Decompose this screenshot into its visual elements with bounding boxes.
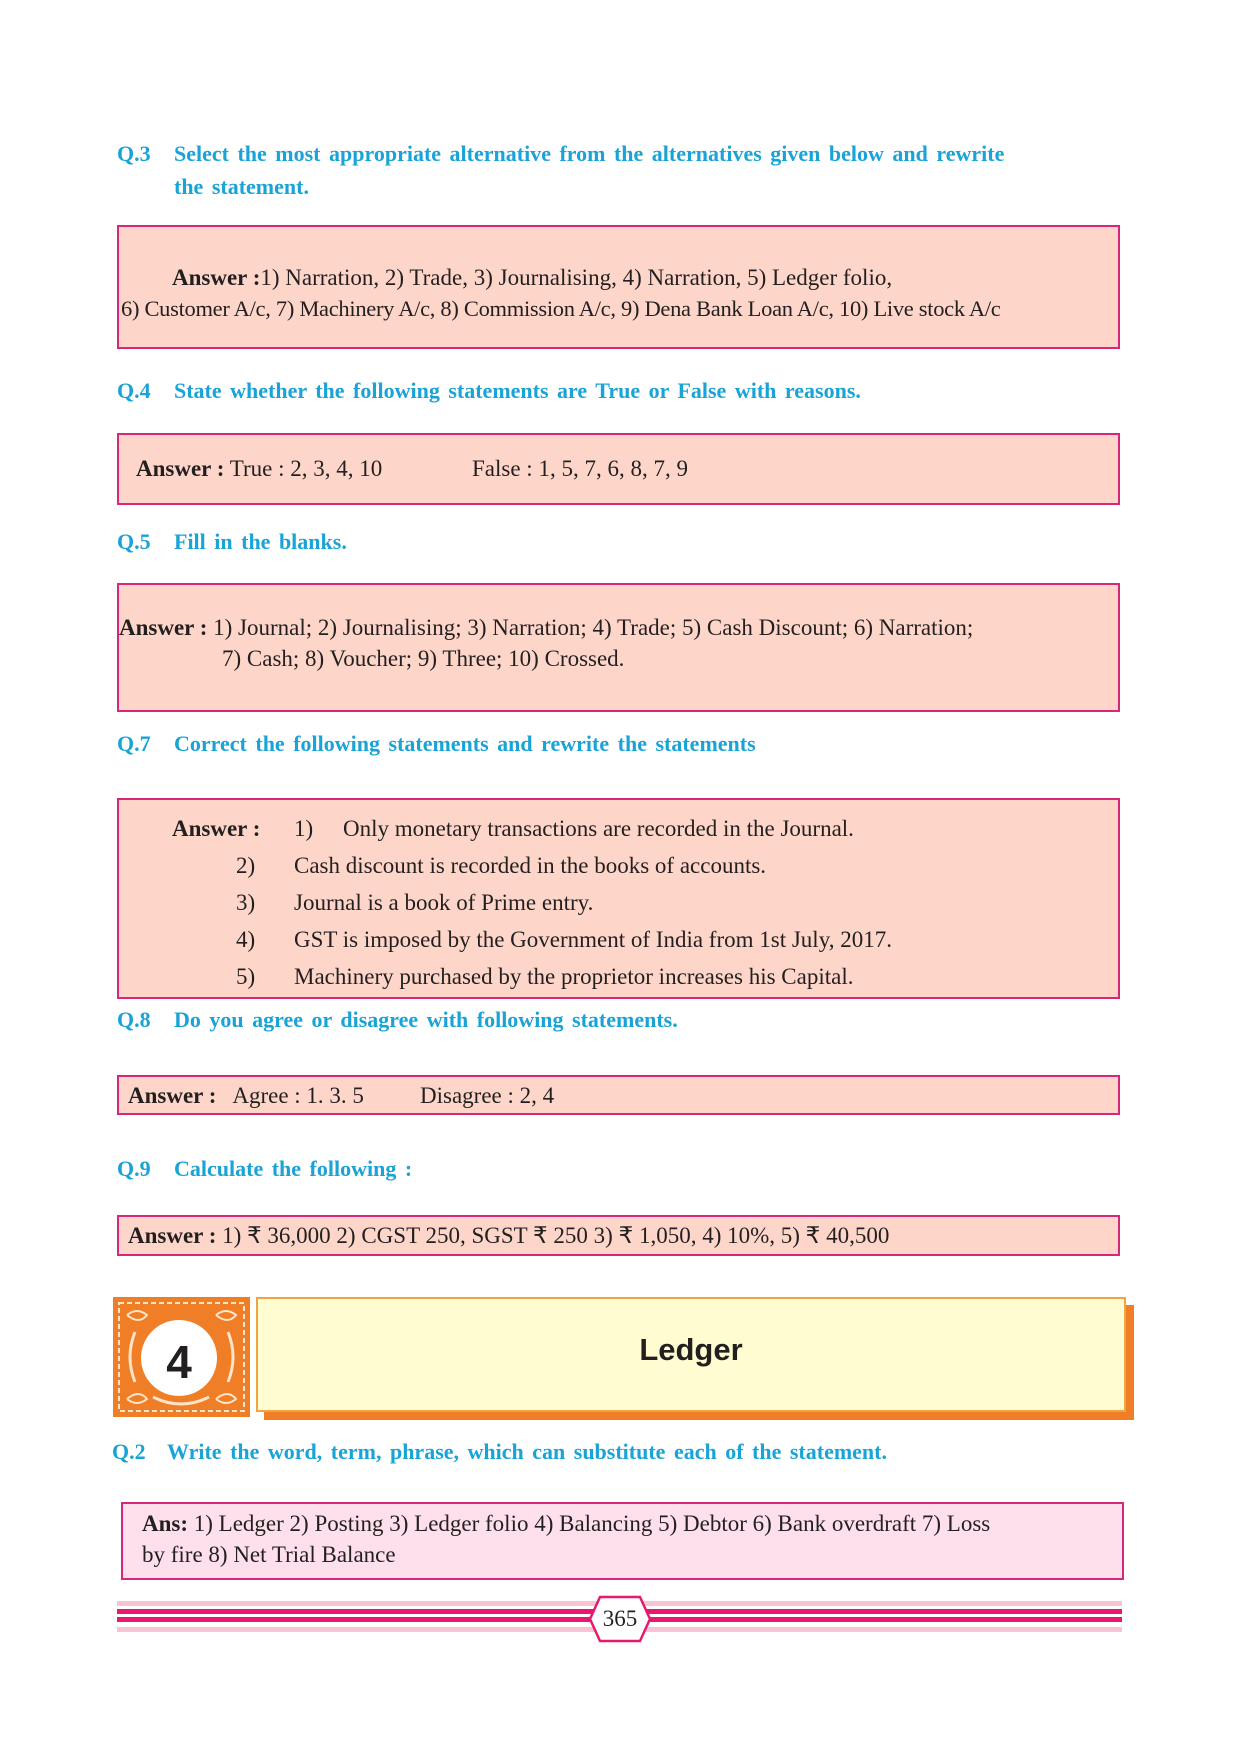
q2-answer-label: Ans: [142, 1511, 189, 1536]
q4-number: Q.4 [117, 378, 151, 403]
q4-false-text: False : 1, 5, 7, 6, 8, 7, 9 [472, 456, 688, 481]
q7-item-number: 4) [236, 927, 256, 952]
q8-number: Q.8 [117, 1007, 151, 1032]
q8-heading [117, 1007, 678, 1033]
q5-answer-box [117, 583, 1120, 712]
q7-number: Q.7 [117, 731, 151, 756]
q4-heading [117, 378, 861, 404]
q9-answer-text: 1) ₹ 36,000 2) CGST 250, SGST ₹ 250 3) ₹ 1,050, 4) 10%, 5) ₹ 40,500 [222, 1223, 890, 1248]
q9-number: Q.9 [117, 1156, 151, 1181]
q7-text: Correct the following statements and rewrite the statements [174, 731, 756, 756]
q3-text-line1: Select the most appropriate alternative from the alternatives given below and rewrite [174, 141, 1005, 166]
page-number: 365 [602, 1606, 638, 1631]
q5-answer-label: Answer : [119, 615, 208, 640]
q7-item-text: Machinery purchased by the proprietor increases his Capital. [294, 964, 854, 989]
page-number-badge [588, 1595, 652, 1643]
q8-text: Do you agree or disagree with following statements. [174, 1007, 678, 1032]
q7-answer-box [117, 798, 1120, 999]
q7-item-number: 3) [236, 890, 256, 915]
q7-item-number: 2) [236, 853, 256, 878]
q9-answer-box [117, 1215, 1120, 1256]
q7-answer-label: Answer : [172, 816, 261, 841]
q8-answer-box [117, 1075, 1120, 1115]
q4-answer-box [117, 433, 1120, 505]
q9-text: Calculate the following : [174, 1156, 413, 1181]
q7-item-text: Journal is a book of Prime entry. [294, 890, 594, 915]
q7-heading [117, 731, 756, 757]
q3-answer-box [117, 225, 1120, 349]
q5-answer-line2: 7) Cash; 8) Voucher; 9) Three; 10) Crossed. [222, 646, 625, 671]
q2-heading [112, 1439, 887, 1465]
q3-heading [117, 141, 1004, 207]
q4-true-text: True : 2, 3, 4, 10 [229, 456, 383, 481]
q7-item-text: Only monetary transactions are recorded in the Journal. [343, 816, 854, 841]
chapter-number-badge [113, 1297, 250, 1417]
q2-text: Write the word, term, phrase, which can substitute each of the statement. [167, 1439, 887, 1464]
q3-answer-line1: 1) Narration, 2) Trade, 3) Journalising, 4) Narration, 5) Ledger folio, [260, 265, 893, 290]
q3-text-line2: the statement. [174, 174, 309, 199]
q2-answer-line2: by fire 8) Net Trial Balance [142, 1542, 396, 1567]
q3-answer-label: Answer : [172, 265, 261, 290]
q9-heading [117, 1156, 412, 1182]
q4-answer-label: Answer : [136, 456, 225, 481]
q3-answer-line2: 6) Customer A/c, 7) Machinery A/c, 8) Commission A/c, 9) Dena Bank Loan A/c, 10) Live stock A/c [121, 296, 1001, 321]
q7-item-text: GST is imposed by the Government of India from 1st July, 2017. [294, 927, 892, 952]
chapter-title-box [256, 1297, 1126, 1412]
q5-text: Fill in the blanks. [174, 529, 347, 554]
q5-answer-line1: 1) Journal; 2) Journalising; 3) Narration; 4) Trade; 5) Cash Discount; 6) Narration; [213, 615, 974, 640]
q2-number: Q.2 [112, 1439, 146, 1464]
chapter-title: Ledger [639, 1332, 743, 1367]
q7-item-text: Cash discount is recorded in the books of accounts. [294, 853, 767, 878]
q9-answer-label: Answer : [128, 1223, 217, 1248]
q8-answer-label: Answer : [128, 1083, 217, 1108]
q8-agree-text: Agree : 1. 3. 5 [232, 1083, 364, 1108]
q7-item-number: 1) [294, 816, 314, 841]
q2-answer-box [121, 1502, 1124, 1580]
q5-heading [117, 529, 347, 555]
q3-number: Q.3 [117, 141, 151, 166]
q2-answer-line1: 1) Ledger 2) Posting 3) Ledger folio 4) Balancing 5) Debtor 6) Bank overdraft 7) Loss [193, 1511, 991, 1536]
q7-item-number: 5) [236, 964, 256, 989]
chapter-number: 4 [166, 1336, 192, 1388]
q5-number: Q.5 [117, 529, 151, 554]
q8-disagree-text: Disagree : 2, 4 [420, 1083, 555, 1108]
q4-text: State whether the following statements are True or False with reasons. [174, 378, 861, 403]
